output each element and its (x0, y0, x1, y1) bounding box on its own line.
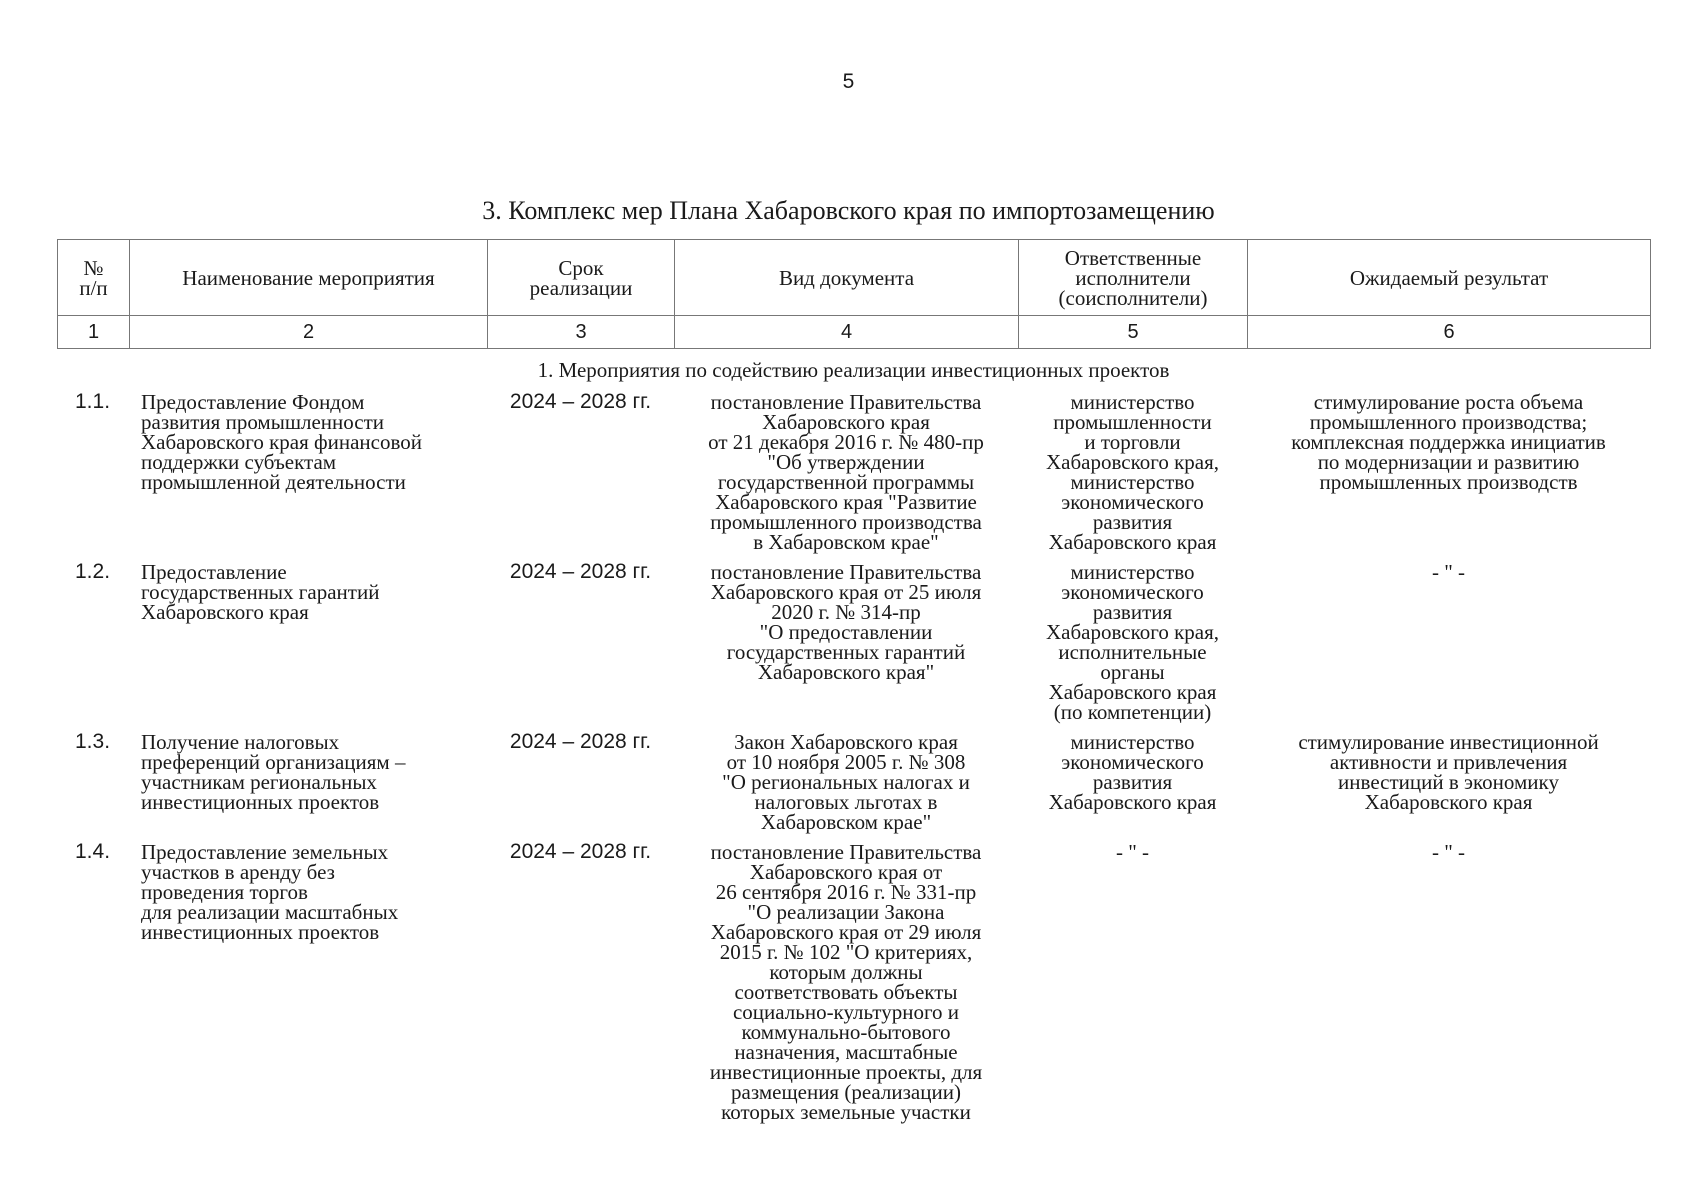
row-executors: министерство промышленности и торговли Хабаровского края, министерство экономического развития Хабаровского края (1045, 390, 1219, 554)
row-term: 2024 – 2028 гг. (509, 560, 652, 583)
row-term: 2024 – 2028 гг. (509, 730, 652, 753)
table-header (57, 239, 1651, 349)
header-col-document: Вид документа (675, 240, 1019, 316)
table-row (57, 392, 1650, 562)
row-name: Предоставление Фондом развития промышленности Хабаровского края финансовой поддержки субъектам промышленной деятельности (141, 390, 422, 494)
header-col-number: № п/п (58, 240, 130, 316)
header-col-executors: Ответственные исполнители (соисполнители) (1019, 240, 1248, 316)
header-col-name: Наименование мероприятия (130, 240, 488, 316)
header-index-3: 3 (488, 316, 675, 349)
row-document: постановление Правительства Хабаровского края от 26 сентября 2016 г. № 331-пр "О реализации Закона Хабаровского края от 29 июля 2015 г. № 102 "О критериях, которым должны соответствовать объекты социально-культурного и коммунально-бытового назначения, масштабные инвестиционные проекты, для размещения (реализации) которых земельные участки (709, 840, 983, 1124)
table-row (57, 842, 1650, 1132)
table-row (57, 732, 1650, 842)
row-name: Предоставление государственных гарантий Хабаровского края (141, 560, 380, 624)
header-index-1: 1 (58, 316, 130, 349)
row-name: Получение налоговых преференций организациям – участникам региональных инвестиционных проектов (141, 730, 406, 814)
row-executors: министерство экономического развития Хабаровского края, исполнительные органы Хабаровского края (по компетенции) (1045, 560, 1219, 724)
row-executors: министерство экономического развития Хабаровского края (1048, 730, 1217, 814)
measures-table (57, 392, 1650, 1132)
row-number: 1.3. (75, 730, 111, 753)
header-col-term: Срок реализации (488, 240, 675, 316)
header-index-5: 5 (1019, 316, 1248, 349)
row-number: 1.4. (75, 840, 111, 863)
row-executors: - " - (1115, 840, 1150, 864)
row-name: Предоставление земельных участков в аренду без проведения торгов для реализации масштабных инвестиционных проектов (141, 840, 399, 944)
header-index-2: 2 (130, 316, 488, 349)
row-result: - " - (1431, 560, 1466, 584)
row-result: стимулирование инвестиционной активности и привлечения инвестиций в экономику Хабаровского края (1298, 730, 1599, 814)
header-col-result: Ожидаемый результат (1248, 240, 1651, 316)
row-result: стимулирование роста объема промышленного производства; комплексная поддержка инициатив по модернизации и развитию промышленных производств (1291, 390, 1606, 494)
row-result: - " - (1431, 840, 1466, 864)
row-document: Закон Хабаровского края от 10 ноября 2005 г. № 308 "О региональных налогах и налоговых льготах в Хабаровском крае" (722, 730, 970, 834)
row-document: постановление Правительства Хабаровского края от 25 июля 2020 г. № 314-пр "О предоставлении государственных гарантий Хабаровского края" (710, 560, 982, 684)
header-index-4: 4 (675, 316, 1019, 349)
row-term: 2024 – 2028 гг. (509, 390, 652, 413)
page-number: 5 (842, 70, 855, 93)
row-number: 1.1. (75, 390, 111, 413)
row-number: 1.2. (75, 560, 111, 583)
page-title: 3. Комплекс мер Плана Хабаровского края по импортозамещению (482, 196, 1215, 225)
row-term: 2024 – 2028 гг. (509, 840, 652, 863)
header-index-6: 6 (1248, 316, 1651, 349)
section-heading: 1. Мероприятия по содействию реализации инвестиционных проектов (537, 358, 1170, 382)
table-row (57, 562, 1650, 732)
row-document: постановление Правительства Хабаровского края от 21 декабря 2016 г. № 480-пр "Об утверждении государственной программы Хабаровского края "Развитие промышленного производства в Хабаровском крае" (708, 390, 984, 554)
